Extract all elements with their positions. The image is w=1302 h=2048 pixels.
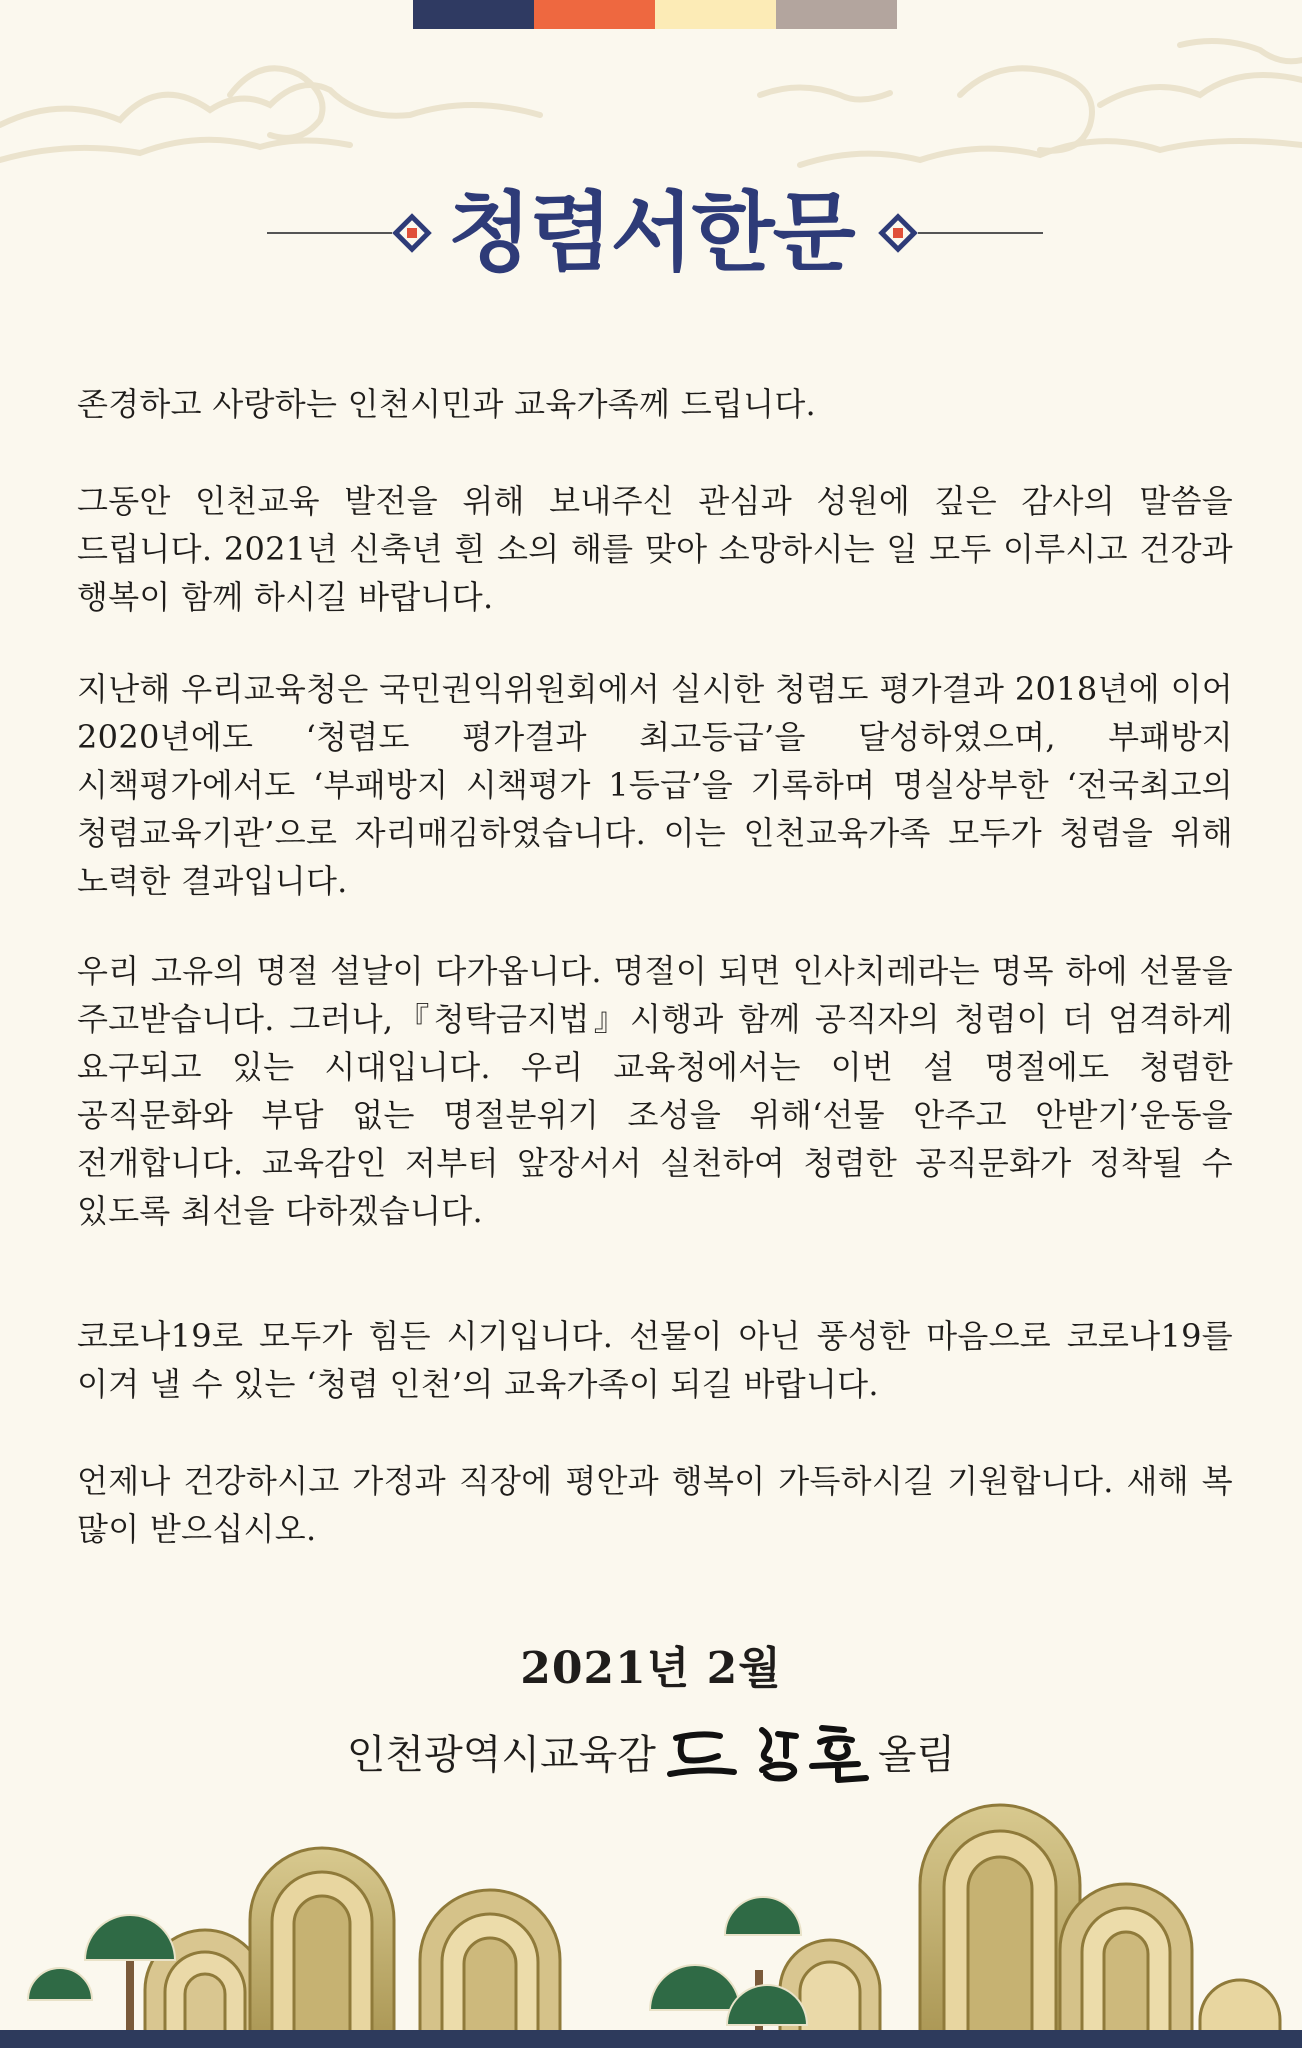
page-title: 청렴서한문 xyxy=(448,183,854,283)
closing-word: 올림 xyxy=(877,1731,956,1778)
paragraph-4: 코로나19로 모두가 힘든 시기입니다. 선물이 아닌 풍성한 마음으로 코로나19를 이겨 낼 수 있는 ‘청렴 인천’의 교육가족이 되길 바랍니다. xyxy=(77,1317,1233,1403)
cloud-decoration xyxy=(0,35,1302,185)
bottom-bar xyxy=(0,2030,1302,2048)
paragraph-5: 언제나 건강하시고 가정과 직장에 평안과 행복이 가득하시길 기원합니다. 새해 복 많이 받으십시오. xyxy=(77,1462,1233,1548)
paragraph-2: 지난해 우리교육청은 국민권익위원회에서 실시한 청렴도 평가결과 2018년에 이어 2020년에도 ‘청렴도 평가결과 최고등급’을 달성하였으며, 부패방지 시책평가에서도 ‘부패방지 시책평가 1등급’을 기록하며 명실상부한 ‘전국최고의 청렴교육기관’으로 자리매김하였습니다. 이는 인천교육가족 모두가 청렴을 위해 노력한 결과입니다. xyxy=(77,670,1233,900)
title-row xyxy=(0,178,1302,288)
top-bar-cream xyxy=(655,0,776,29)
paragraph-1: 그동안 인천교육 발전을 위해 보내주신 관심과 성원에 깊은 감사의 말씀을 드립니다. 2021년 신축년 흰 소의 해를 맞아 소망하시는 일 모두 이루시고 건강과 행복이 함께 하시길 바랍니다. xyxy=(77,482,1233,616)
top-bar-orange xyxy=(534,0,655,29)
handwritten-signature xyxy=(662,1716,872,1786)
sender-title: 인천광역시교육감 xyxy=(346,1731,656,1778)
mountain-pine-illustration xyxy=(0,1800,1302,2048)
letter-date: 2021년 2월 xyxy=(520,1643,782,1694)
signature-line xyxy=(0,1716,1302,1786)
top-bar-navy xyxy=(413,0,534,29)
paragraph-3: 우리 고유의 명절 설날이 다가옵니다. 명절이 되면 인사치레라는 명목 하에 선물을 주고받습니다. 그러나,『청탁금지법』시행과 함께 공직자의 청렴이 더 엄격하게 요구되고 있는 시대입니다. 우리 교육청에서는 이번 설 명절에도 청렴한 공직문화와 부담 없는 명절분위기 조성을 위해‘선물 안주고 안받기’운동을 전개합니다. 교육감인 저부터 앞장서서 실천하여 청렴한 공직문화가 정착될 수 있도록 최선을 다하겠습니다. xyxy=(77,952,1233,1230)
top-color-bar xyxy=(413,0,897,29)
greeting: 존경하고 사랑하는 인천시민과 교육가족께 드립니다. xyxy=(77,385,817,423)
top-bar-taupe xyxy=(776,0,897,29)
